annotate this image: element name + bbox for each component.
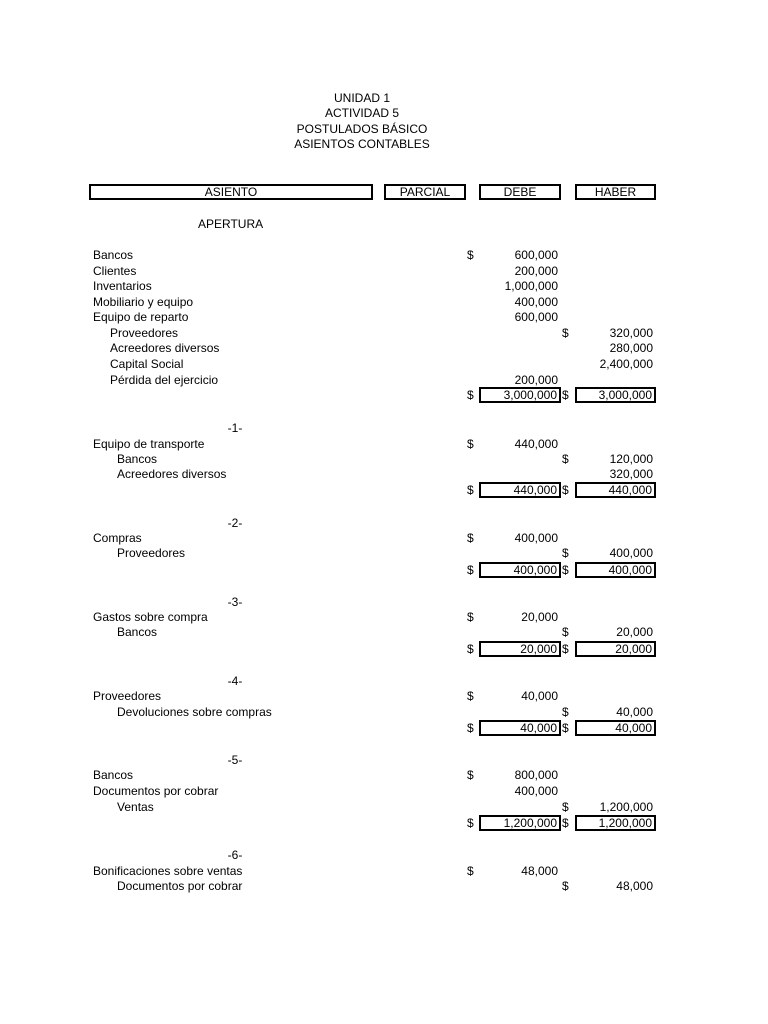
currency-sign: $ bbox=[467, 388, 474, 402]
account-name: Mobiliario y equipo bbox=[93, 295, 194, 309]
currency-sign: $ bbox=[467, 721, 474, 735]
currency-sign: $ bbox=[562, 546, 569, 560]
ledger-row bbox=[0, 878, 768, 894]
currency-sign: $ bbox=[467, 610, 474, 624]
entry-heading-row bbox=[0, 420, 768, 436]
account-name: Documentos por cobrar bbox=[93, 784, 219, 798]
ledger-row bbox=[0, 609, 768, 625]
ledger-row bbox=[0, 372, 768, 388]
account-name: Equipo de transporte bbox=[93, 437, 205, 451]
entry-heading-row bbox=[0, 515, 768, 531]
debe-amount: 400,000 bbox=[514, 784, 558, 798]
total-row bbox=[0, 482, 768, 498]
account-name: Documentos por cobrar bbox=[117, 879, 243, 893]
currency-sign: $ bbox=[562, 326, 569, 340]
haber-amount: 320,000 bbox=[609, 467, 653, 481]
account-name: Capital Social bbox=[110, 357, 184, 371]
account-name: Equipo de reparto bbox=[93, 310, 189, 324]
currency-sign: $ bbox=[562, 483, 569, 497]
account-name: Acreedores diversos bbox=[110, 341, 220, 355]
account-name: Gastos sobre compra bbox=[93, 610, 208, 624]
total-row bbox=[0, 720, 768, 736]
account-name: Bancos bbox=[117, 452, 158, 466]
debe-amount: 200,000 bbox=[514, 373, 558, 387]
total-debe: 40,000 bbox=[479, 720, 561, 736]
total-haber: 3,000,000 bbox=[575, 387, 656, 403]
debe-amount: 400,000 bbox=[514, 531, 558, 545]
apertura-heading-row bbox=[0, 216, 768, 232]
debe-amount: 20,000 bbox=[521, 610, 558, 624]
ledger-row bbox=[0, 688, 768, 704]
total-haber: 20,000 bbox=[575, 641, 656, 657]
account-name: Clientes bbox=[93, 264, 137, 278]
currency-sign: $ bbox=[467, 768, 474, 782]
ledger-row bbox=[0, 545, 768, 561]
account-name: Proveedores bbox=[93, 689, 162, 703]
haber-amount: 400,000 bbox=[609, 546, 653, 560]
account-name: Ventas bbox=[117, 800, 154, 814]
currency-sign: $ bbox=[467, 816, 474, 830]
currency-sign: $ bbox=[562, 800, 569, 814]
account-name: Compras bbox=[93, 531, 142, 545]
total-haber: 440,000 bbox=[575, 482, 656, 498]
currency-sign: $ bbox=[562, 879, 569, 893]
column-header-parcial: PARCIAL bbox=[384, 184, 466, 200]
haber-amount: 280,000 bbox=[609, 341, 653, 355]
title-asientos: ASIENTOS CONTABLES bbox=[294, 137, 430, 151]
haber-amount: 40,000 bbox=[616, 705, 653, 719]
currency-sign: $ bbox=[467, 642, 474, 656]
debe-amount: 200,000 bbox=[514, 264, 558, 278]
title-actividad: ACTIVIDAD 5 bbox=[324, 106, 399, 120]
total-row bbox=[0, 562, 768, 578]
debe-amount: 800,000 bbox=[514, 768, 558, 782]
column-header-debe: DEBE bbox=[479, 184, 561, 200]
entry-heading-row bbox=[0, 847, 768, 863]
total-debe: 3,000,000 bbox=[479, 387, 561, 403]
ledger-row bbox=[0, 340, 768, 356]
currency-sign: $ bbox=[562, 705, 569, 719]
debe-amount: 40,000 bbox=[521, 689, 558, 703]
haber-amount: 20,000 bbox=[616, 625, 653, 639]
total-debe: 440,000 bbox=[479, 482, 561, 498]
account-name: Bancos bbox=[93, 248, 134, 262]
total-haber: 40,000 bbox=[575, 720, 656, 736]
currency-sign: $ bbox=[467, 689, 474, 703]
account-name: Devoluciones sobre compras bbox=[117, 705, 272, 719]
haber-amount: 48,000 bbox=[616, 879, 653, 893]
column-header-haber: HABER bbox=[575, 184, 656, 200]
entry-heading-row bbox=[0, 594, 768, 610]
ledger-row bbox=[0, 530, 768, 546]
ledger-row bbox=[0, 325, 768, 341]
currency-sign: $ bbox=[562, 816, 569, 830]
account-name: Acreedores diversos bbox=[117, 467, 227, 481]
account-name: Bancos bbox=[93, 768, 134, 782]
ledger-row bbox=[0, 799, 768, 815]
total-row bbox=[0, 641, 768, 657]
ledger-row bbox=[0, 863, 768, 879]
debe-amount: 1,000,000 bbox=[504, 279, 558, 293]
total-row bbox=[0, 815, 768, 831]
ledger-row bbox=[0, 294, 768, 310]
currency-sign: $ bbox=[562, 625, 569, 639]
currency-sign: $ bbox=[467, 483, 474, 497]
account-name: Proveedores bbox=[117, 546, 186, 560]
ledger-row bbox=[0, 356, 768, 372]
ledger-row bbox=[0, 624, 768, 640]
ledger-row bbox=[0, 309, 768, 325]
currency-sign: $ bbox=[562, 563, 569, 577]
currency-sign: $ bbox=[467, 563, 474, 577]
account-name: Pérdida del ejercicio bbox=[110, 373, 219, 387]
account-name: Bancos bbox=[117, 625, 158, 639]
entry-number: -3- bbox=[227, 595, 243, 609]
entry-number: -4- bbox=[227, 674, 243, 688]
entry-number: -2- bbox=[227, 516, 243, 530]
total-row bbox=[0, 387, 768, 403]
entry-number: -1- bbox=[227, 421, 243, 435]
entry-heading-row bbox=[0, 752, 768, 768]
account-name: Inventarios bbox=[93, 279, 152, 293]
apertura-label: APERTURA bbox=[198, 217, 264, 231]
entry-number: -5- bbox=[227, 753, 243, 767]
total-debe: 20,000 bbox=[479, 641, 561, 657]
currency-sign: $ bbox=[467, 437, 474, 451]
debe-amount: 440,000 bbox=[514, 437, 558, 451]
debe-amount: 48,000 bbox=[521, 864, 558, 878]
entry-heading-row bbox=[0, 673, 768, 689]
total-haber: 1,200,000 bbox=[575, 815, 656, 831]
haber-amount: 120,000 bbox=[609, 452, 653, 466]
account-name: Bonificaciones sobre ventas bbox=[93, 864, 243, 878]
column-header-asiento: ASIENTO bbox=[89, 184, 373, 200]
account-name: Proveedores bbox=[110, 326, 179, 340]
total-debe: 400,000 bbox=[479, 562, 561, 578]
entry-number: -6- bbox=[227, 848, 243, 862]
haber-amount: 1,200,000 bbox=[599, 800, 653, 814]
ledger-row bbox=[0, 436, 768, 452]
ledger-row bbox=[0, 247, 768, 263]
ledger-row bbox=[0, 451, 768, 467]
currency-sign: $ bbox=[467, 531, 474, 545]
ledger-row bbox=[0, 783, 768, 799]
ledger-row bbox=[0, 704, 768, 720]
title-unidad: UNIDAD 1 bbox=[333, 91, 390, 105]
total-debe: 1,200,000 bbox=[479, 815, 561, 831]
currency-sign: $ bbox=[562, 642, 569, 656]
currency-sign: $ bbox=[467, 248, 474, 262]
haber-amount: 320,000 bbox=[609, 326, 653, 340]
ledger-row bbox=[0, 466, 768, 482]
ledger-row bbox=[0, 767, 768, 783]
debe-amount: 600,000 bbox=[514, 310, 558, 324]
currency-sign: $ bbox=[562, 452, 569, 466]
total-haber: 400,000 bbox=[575, 562, 656, 578]
debe-amount: 400,000 bbox=[514, 295, 558, 309]
ledger-row bbox=[0, 278, 768, 294]
title-postulados: POSTULADOS BÁSICO bbox=[296, 122, 428, 136]
currency-sign: $ bbox=[562, 721, 569, 735]
currency-sign: $ bbox=[562, 388, 569, 402]
currency-sign: $ bbox=[467, 864, 474, 878]
ledger-row bbox=[0, 263, 768, 279]
debe-amount: 600,000 bbox=[514, 248, 558, 262]
haber-amount: 2,400,000 bbox=[599, 357, 653, 371]
